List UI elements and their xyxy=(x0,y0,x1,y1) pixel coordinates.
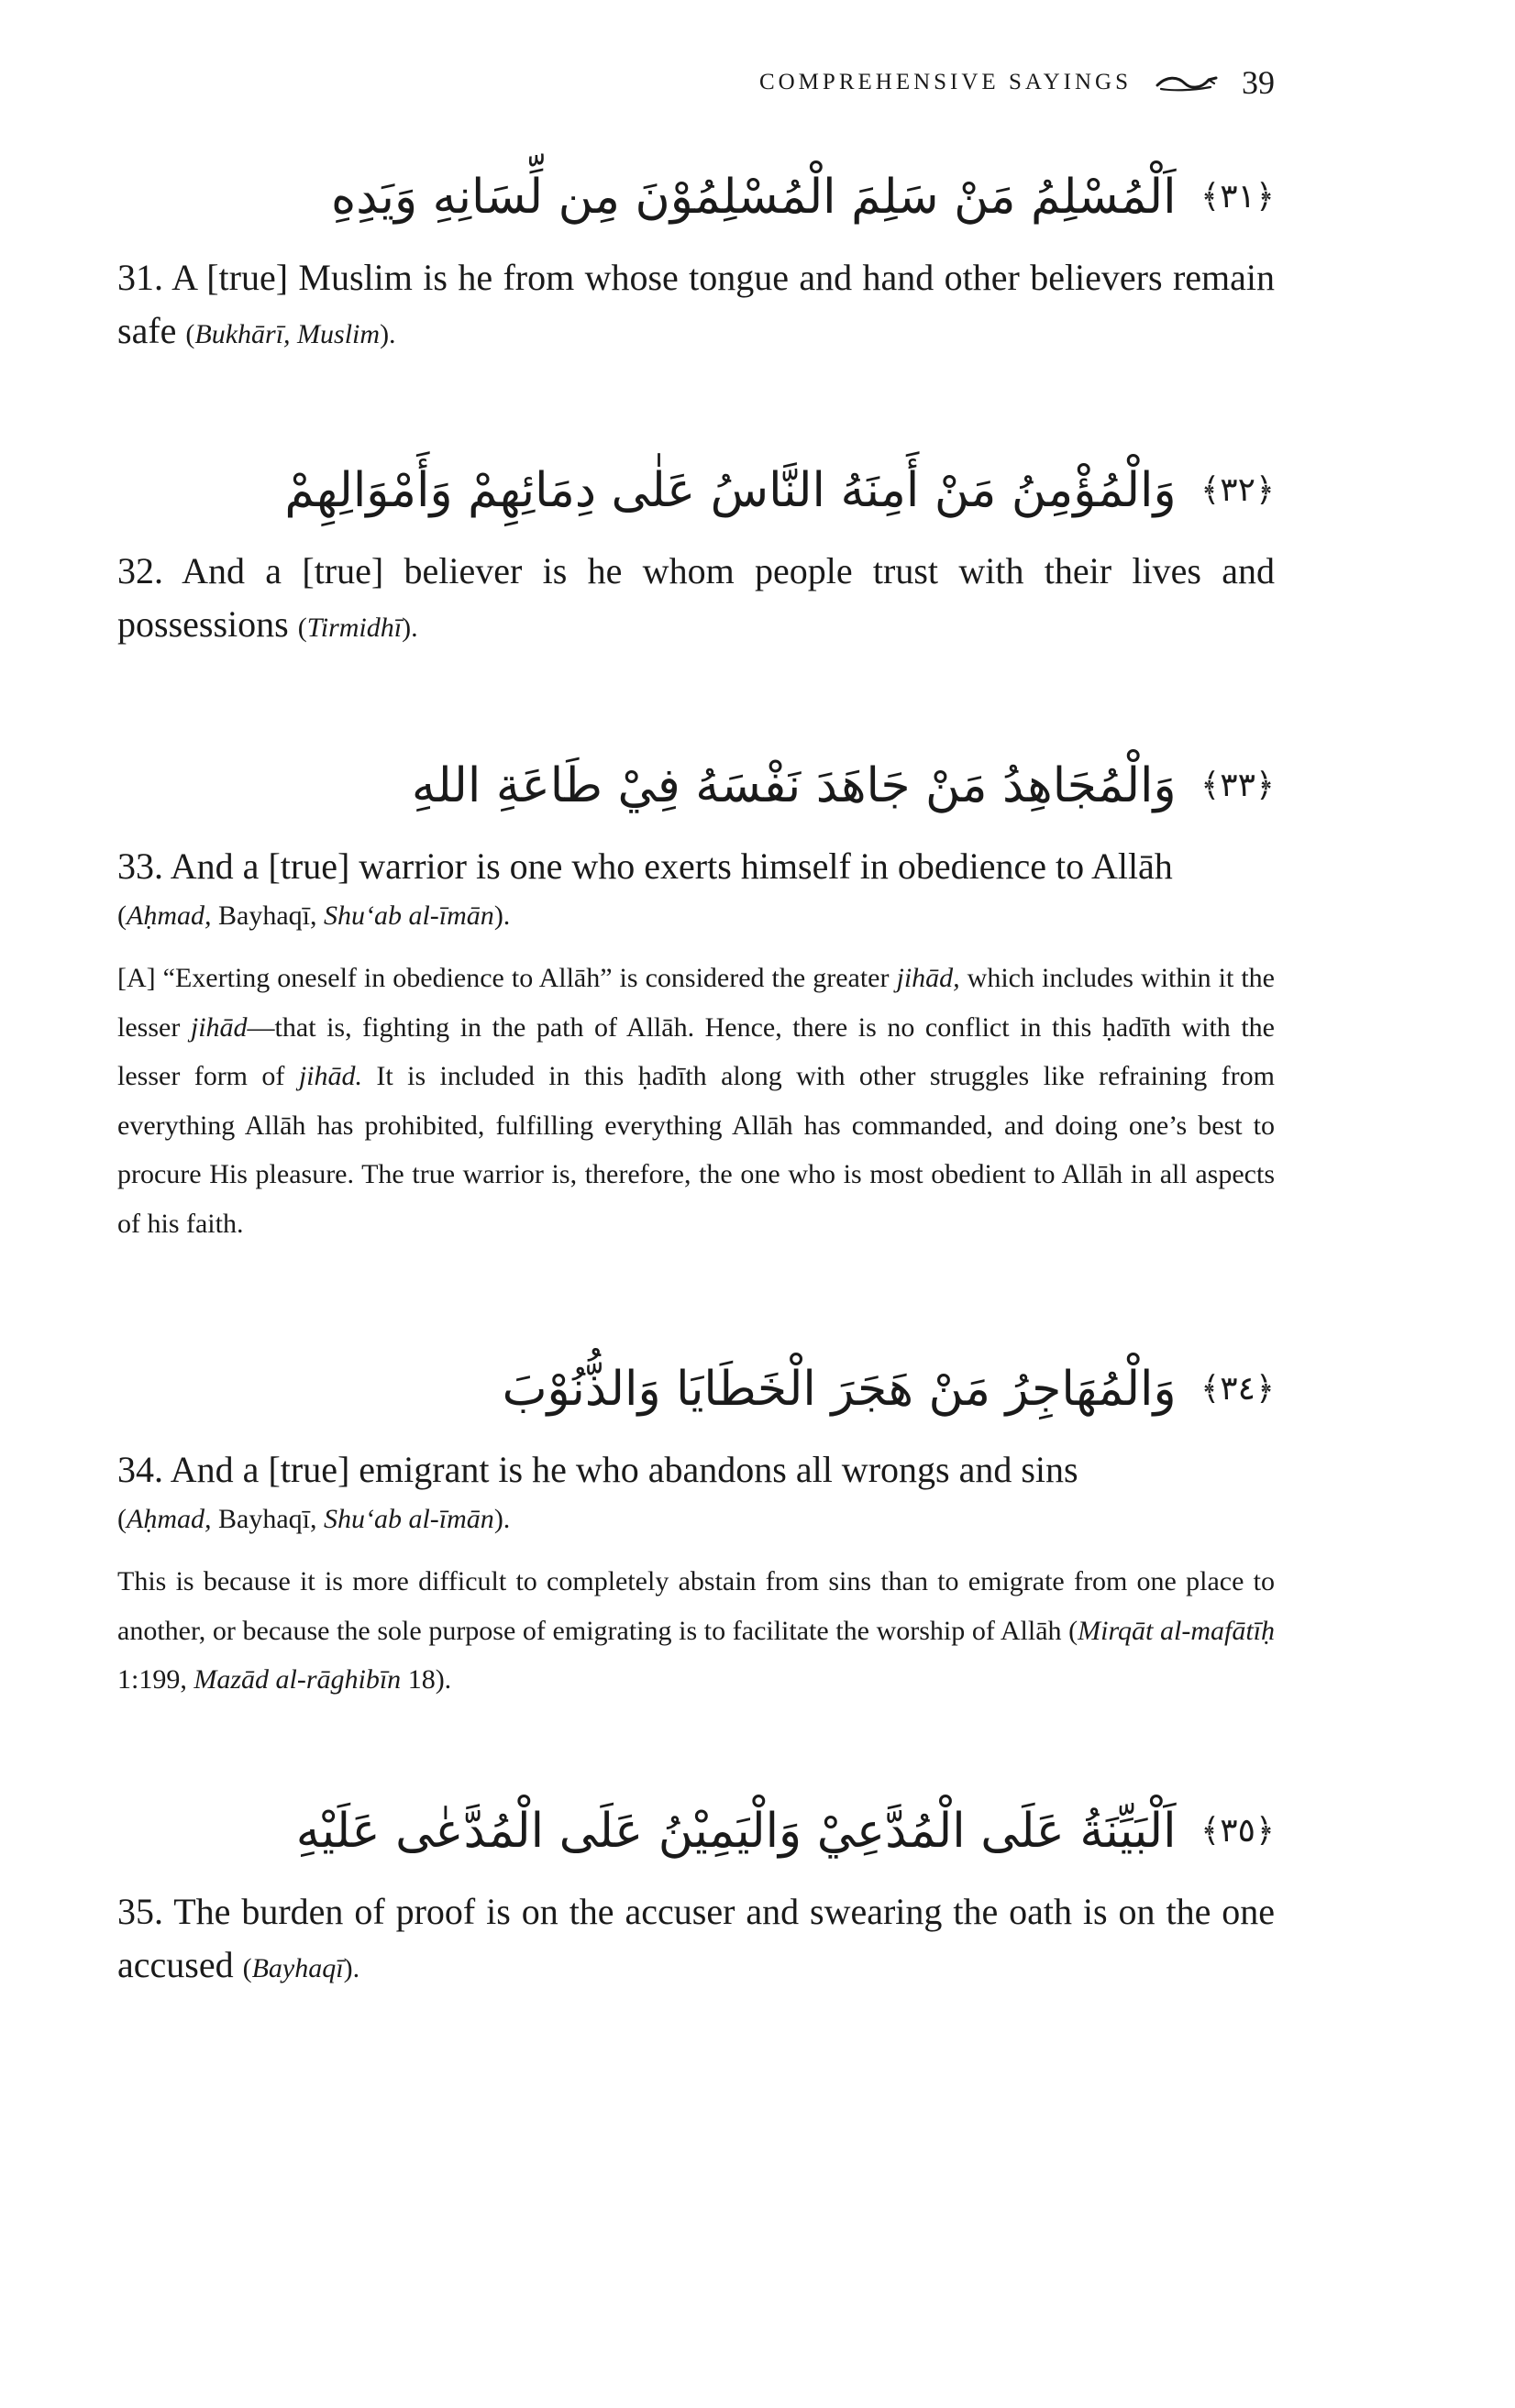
arabic-number: ﴿٣٢﴾ xyxy=(1200,471,1275,509)
hadith-number: 35. xyxy=(117,1891,163,1932)
hadith-number: 33. xyxy=(117,845,163,887)
arabic-line: اَلْمُسْلِمُ مَنْ سَلِمَ الْمُسْلِمُوْنَ مِن لِّسَانِهِ وَيَدِهِ xyxy=(330,170,1177,225)
hadith-number: 31. xyxy=(117,257,163,298)
arabic-number: ﴿٣١﴾ xyxy=(1200,178,1275,215)
reference: (Bayhaqī). xyxy=(242,1953,360,1983)
flourish-ornament-icon xyxy=(1154,71,1220,94)
translation-text: And a [true] believer is he whom people trust with their lives and possessions xyxy=(117,550,1275,645)
arabic-text xyxy=(117,156,1275,248)
page-number: 39 xyxy=(1242,64,1275,101)
translation-text: A [true] Muslim is he from whose tongue and hand other believers remain safe xyxy=(117,257,1275,351)
translation-text: And a [true] warrior is one who exerts himself in obedience to Allāh xyxy=(170,845,1173,887)
arabic-number: ﴿٣٥﴾ xyxy=(1200,1812,1275,1850)
running-title: COMPREHENSIVE SAYINGS xyxy=(758,70,1132,94)
hadith-number: 32. xyxy=(117,550,163,591)
reference: (Aḥmad, Bayhaqī, Shu‘ab al-īmān). xyxy=(117,1504,511,1534)
hadith-32 xyxy=(117,449,1275,655)
translation xyxy=(117,1443,1275,1497)
hadith-number: 34. xyxy=(117,1449,163,1490)
commentary-note: This is because it is more difficult to completely abstain from sins than to emigrate from one place to another, or because the sole purpose of emigrating is to facilitate the worship of Allāh (Mirqāt al-mafātīḥ 1:199, Mazād al-rāghibīn 18). xyxy=(117,1566,1276,1695)
translation xyxy=(117,251,1275,361)
translation-text: The burden of proof is on the accuser and swearing the oath is on the one accused xyxy=(117,1891,1276,1985)
arabic-text xyxy=(117,1348,1275,1440)
translation xyxy=(117,1885,1275,1995)
arabic-text xyxy=(117,449,1275,541)
arabic-line: اَلْبَيِّنَةُ عَلَى الْمُدَّعِيْ وَالْيَمِيْنُ عَلَى الْمُدَّعٰى عَلَيْهِ xyxy=(295,1804,1177,1859)
commentary-note: [A] “Exerting oneself in obedience to Allāh” is considered the greater jihād, which includes within it the lesser jihād—that is, fighting in the path of Allāh. Hence, there is no conflict in this ḥadīth with the lesser form of jihād. It is included in this ḥadīth along with other struggles like refraining from everything Allāh has prohibited, fulfilling everything Allāh has commanded, and doing one’s best to procure His pleasure. The true warrior is, therefore, the one who is most obedient to Allāh in all aspects of his faith. xyxy=(117,963,1276,1239)
arabic-line: وَالْمُجَاهِدُ مَنْ جَاهَدَ نَفْسَهُ فِيْ طَاعَةِ اللهِ xyxy=(411,758,1177,813)
reference: (Aḥmad, Bayhaqī, Shu‘ab al-īmān). xyxy=(117,900,511,931)
reference: (Tirmidhī). xyxy=(297,613,418,643)
hadith-33 xyxy=(117,745,1275,1248)
hadith-35 xyxy=(117,1790,1275,1995)
hadith-34 xyxy=(117,1348,1275,1705)
hadith-31 xyxy=(117,156,1275,361)
arabic-number: ﴿٣٣﴾ xyxy=(1200,767,1275,804)
arabic-text xyxy=(117,1790,1275,1882)
arabic-line: وَالْمُهَاجِرُ مَنْ هَجَرَ الْخَطَايَا وَالذُّنُوْبَ xyxy=(502,1362,1177,1417)
running-header xyxy=(759,57,1275,108)
arabic-number: ﴿٣٤﴾ xyxy=(1200,1370,1275,1408)
translation xyxy=(117,545,1275,655)
book-page xyxy=(117,0,1275,2408)
translation-text: And a [true] emigrant is he who abandons all wrongs and sins xyxy=(170,1449,1078,1490)
arabic-line: وَالْمُؤْمِنُ مَنْ أَمِنَهُ النَّاسُ عَلٰى دِمَائِهِمْ وَأَمْوَالِهِمْ xyxy=(284,463,1177,518)
translation xyxy=(117,840,1275,893)
arabic-text xyxy=(117,745,1275,836)
reference: (Bukhārī, Muslim). xyxy=(185,319,396,349)
